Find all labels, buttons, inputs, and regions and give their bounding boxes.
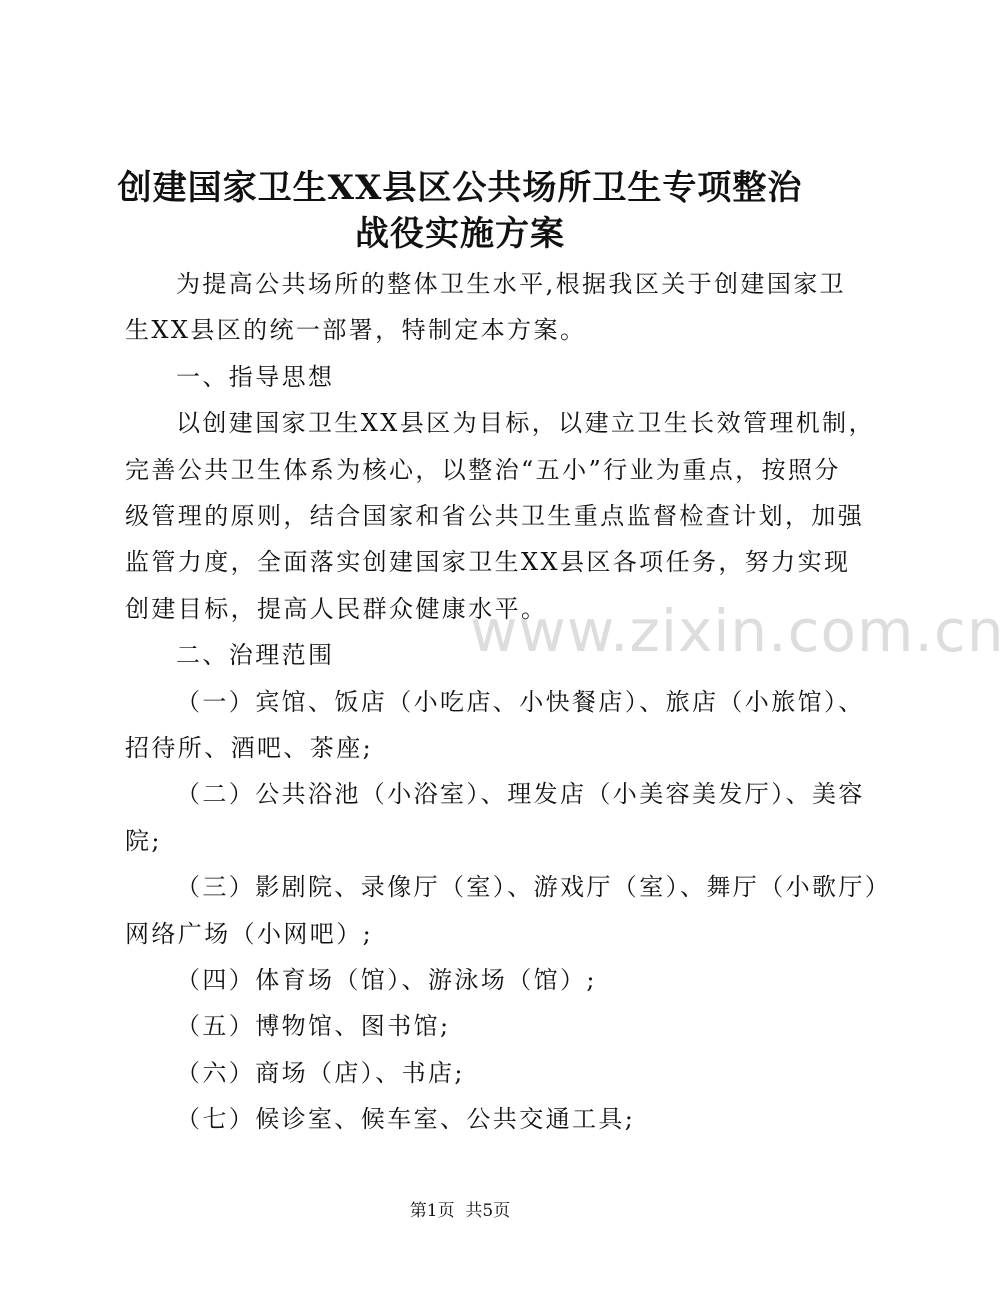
list-item: （七）候诊室、候车室、公共交通工具;: [176, 1105, 636, 1133]
list-item: （四）体育场（馆）、游泳场（馆）;: [176, 966, 597, 994]
list-item-continuation: 院;: [125, 827, 162, 855]
paragraph-line: 以创建国家卫生XX县区为目标，以建立卫生长效管理机制，: [176, 409, 875, 437]
list-item: （二）公共浴池（小浴室）、理发店（小美容美发厅）、美容: [176, 780, 865, 808]
list-item: （一）宾馆、饭店（小吃店、小快餐店）、旅店（小旅馆）、: [176, 688, 865, 716]
paragraph-line: 为提高公共场所的整体卫生水平,根据我区关于创建国家卫: [176, 270, 847, 298]
list-item: （五）博物馆、图书馆;: [176, 1012, 451, 1040]
list-item: （六）商场（店）、书店;: [176, 1059, 465, 1087]
paragraph-line: 监管力度，全面落实创建国家卫生XX县区各项任务，努力实现: [125, 548, 851, 576]
section-heading: 二、治理范围: [176, 641, 335, 669]
watermark-text: www.zixin.com.cn: [470, 597, 1005, 665]
list-item-continuation: 网络广场（小网吧）;: [125, 920, 374, 948]
list-item-continuation: 招待所、酒吧、茶座;: [125, 734, 374, 762]
page-footer: 第1页 共5页: [409, 1201, 511, 1221]
paragraph-line: 完善公共卫生体系为核心，以整治“五小”行业为重点，按照分: [125, 456, 841, 484]
document-title-line-1: 创建国家卫生XX县区公共场所卫生专项整治: [117, 168, 803, 208]
paragraph-line: 生XX县区的统一部署，特制定本方案。: [125, 316, 587, 344]
list-item: （三）影剧院、录像厅（室）、游戏厅（室）、舞厅（小歌厅）: [176, 873, 892, 901]
document-title-line-2: 战役实施方案: [355, 214, 565, 254]
section-heading: 一、指导思想: [176, 363, 335, 391]
paragraph-line: 创建目标，提高人民群众健康水平。: [125, 595, 548, 623]
paragraph-line: 级管理的原则，结合国家和省公共卫生重点监督检查计划，加强: [125, 502, 865, 530]
